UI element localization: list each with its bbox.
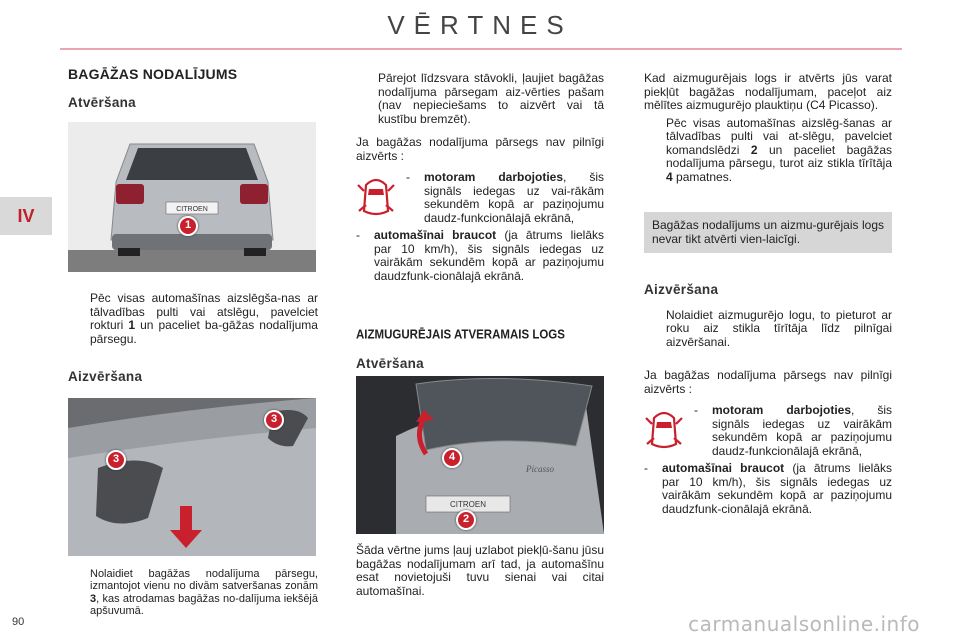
bullet-text: Nolaidiet bagāžas nodalījuma pārsegu, izmantojot vienu no divām satveršanas zonām: [90, 567, 318, 592]
photo-trunk-closing: [68, 398, 316, 556]
caption-text: Šāda vērtne jums ļauj uzlabot piekļū-šanu jūsu bagāžas nodalījumam arī tad, ja automašīnu esat novietojuši tuvu sienai vai citai automašīnai.: [356, 543, 604, 598]
dash-driving: - automašīnai braucot (ja ātrums lielāks par 10 km/h), šis signāls iedegas uz vairākām sekundēm kopā ar paziņojumu daudzfunk-cionālajā ekrānā.: [644, 461, 893, 516]
bullet-balance: [356, 72, 604, 126]
bullet-rear-window-opening: Pēc visas automašīnas aizslēg-šanas ar tālvadības pulti vai at-slēgu, pavelciet komandslēdzi 2 un paceliet bagāžas nodalījuma pārsegu, turot aiz stikla tīrītāja 4 pamatnes.: [644, 117, 892, 185]
ref-number: 3: [90, 592, 97, 605]
intro-text: Kad aizmugurējais logs ir atvērts jūs varat piekļūt bagāžas nodalījumam, paceļot aiz mēlītes aizmugurējo plauktiņu (C4 Picasso).: [644, 71, 892, 112]
callout-4: 4: [442, 448, 462, 468]
note-box: Bagāžas nodalījums un aizmu-gurējais logs nevar tikt atvērti vien-laicīgi.: [644, 212, 892, 253]
photo-trunk-opening: [68, 122, 316, 272]
page-title: VĒRTNES: [387, 10, 573, 40]
dash-driving: - automašīnai braucot (ja ātrums lielāks par 10 km/h), šis signāls iedegas uz vairākām sekundēm kopā ar paziņojumu daudzfunk-cionālajā ekrānā.: [356, 228, 605, 283]
section-title-rear-window: AIZMUGURĒJAIS ATVERAMAIS LOGS: [356, 327, 565, 342]
section-title-trunk: BAGĀŽAS NODALĪJUMS: [68, 66, 238, 82]
bullet-arrow-icon: [644, 117, 660, 185]
rear-window-illustration: [356, 376, 604, 534]
subtitle-closing: Aizvēršana: [68, 369, 143, 384]
subtitle-opening: Atvēršana: [356, 355, 424, 371]
ref-number: 2: [750, 142, 758, 157]
bullet-text: un paceliet ba-gāžas nodalījuma pārsegu.: [90, 318, 318, 346]
bullet-arrow-icon: [644, 309, 660, 350]
intro-text: Ja bagāžas nodalījuma pārsegs nav pilnīgi aizvērts :: [644, 368, 892, 396]
dash-engine-running: - motoram darbojoties, šis signāls iedegas uz vai-rākām sekundēm kopā ar paziņojumu daudz-funkcionālajā ekrānā,: [406, 170, 604, 225]
title-rule: [60, 48, 902, 50]
bullet-trunk-closing: [68, 568, 318, 618]
ref-number: 1: [128, 318, 136, 332]
column-3: [644, 72, 892, 516]
door-open-warning-icon: [644, 404, 694, 456]
callout-3-left: 3: [106, 450, 126, 470]
subtitle-closing: Aizvēršana: [644, 282, 719, 297]
plate-text: CITROEN: [450, 500, 486, 509]
bullet-text: Nolaidiet aizmugurējo logu, to pieturot ar roku aiz stikla tīrītāja līdz pilnīgai aizvēršanai.: [666, 307, 892, 349]
bullet-text: Pēc visas automašīnas aizslēgša-nas ar tālvadības pulti vai atslēgu, pavelciet rokturi: [90, 291, 318, 332]
car-rear-illustration: [68, 122, 316, 272]
bullet-arrow-icon: [68, 292, 84, 346]
photo-rear-window: [356, 376, 604, 534]
watermark: carmanualsonline.info: [688, 612, 920, 636]
ref-number: 4: [666, 169, 673, 184]
chapter-tab[interactable]: IV: [0, 197, 52, 235]
callout-3-right: 3: [264, 410, 284, 430]
bullet-trunk-opening: [68, 292, 318, 346]
model-script: Picasso: [526, 464, 554, 474]
intro-text: Ja bagāžas nodalījuma pārsegs nav pilnīgi aizvērts :: [356, 135, 604, 163]
bullet-text: , kas atrodamas bagāžas no-dalījuma iekšējā apšuvumā.: [90, 592, 318, 617]
bullet-arrow-icon: [68, 568, 84, 618]
column-1: [68, 68, 318, 618]
dash-engine-running: - motoram darbojoties, šis signāls iedegas uz vairākām sekundēm kopā ar paziņojumu daudz-funkcionālajā ekrānā,: [694, 403, 892, 458]
subtitle-opening: Atvēršana: [68, 94, 136, 110]
bullet-rear-window-closing: [644, 309, 892, 350]
column-2: [356, 72, 604, 598]
callout-1: 1: [178, 216, 198, 236]
plate-text: CITROEN: [176, 206, 208, 213]
door-open-warning-icon: [356, 171, 406, 223]
bullet-arrow-icon: [356, 72, 372, 126]
bullet-text: Pārejot līdzsvara stāvokli, ļaujiet bagāžas nodalījuma pārsegam aiz-vērties pašam (nav nepieciešams to aizvērt vai tā kustību bremzēt).: [378, 71, 604, 126]
page-number: 90: [12, 616, 25, 628]
callout-2: 2: [456, 510, 476, 530]
